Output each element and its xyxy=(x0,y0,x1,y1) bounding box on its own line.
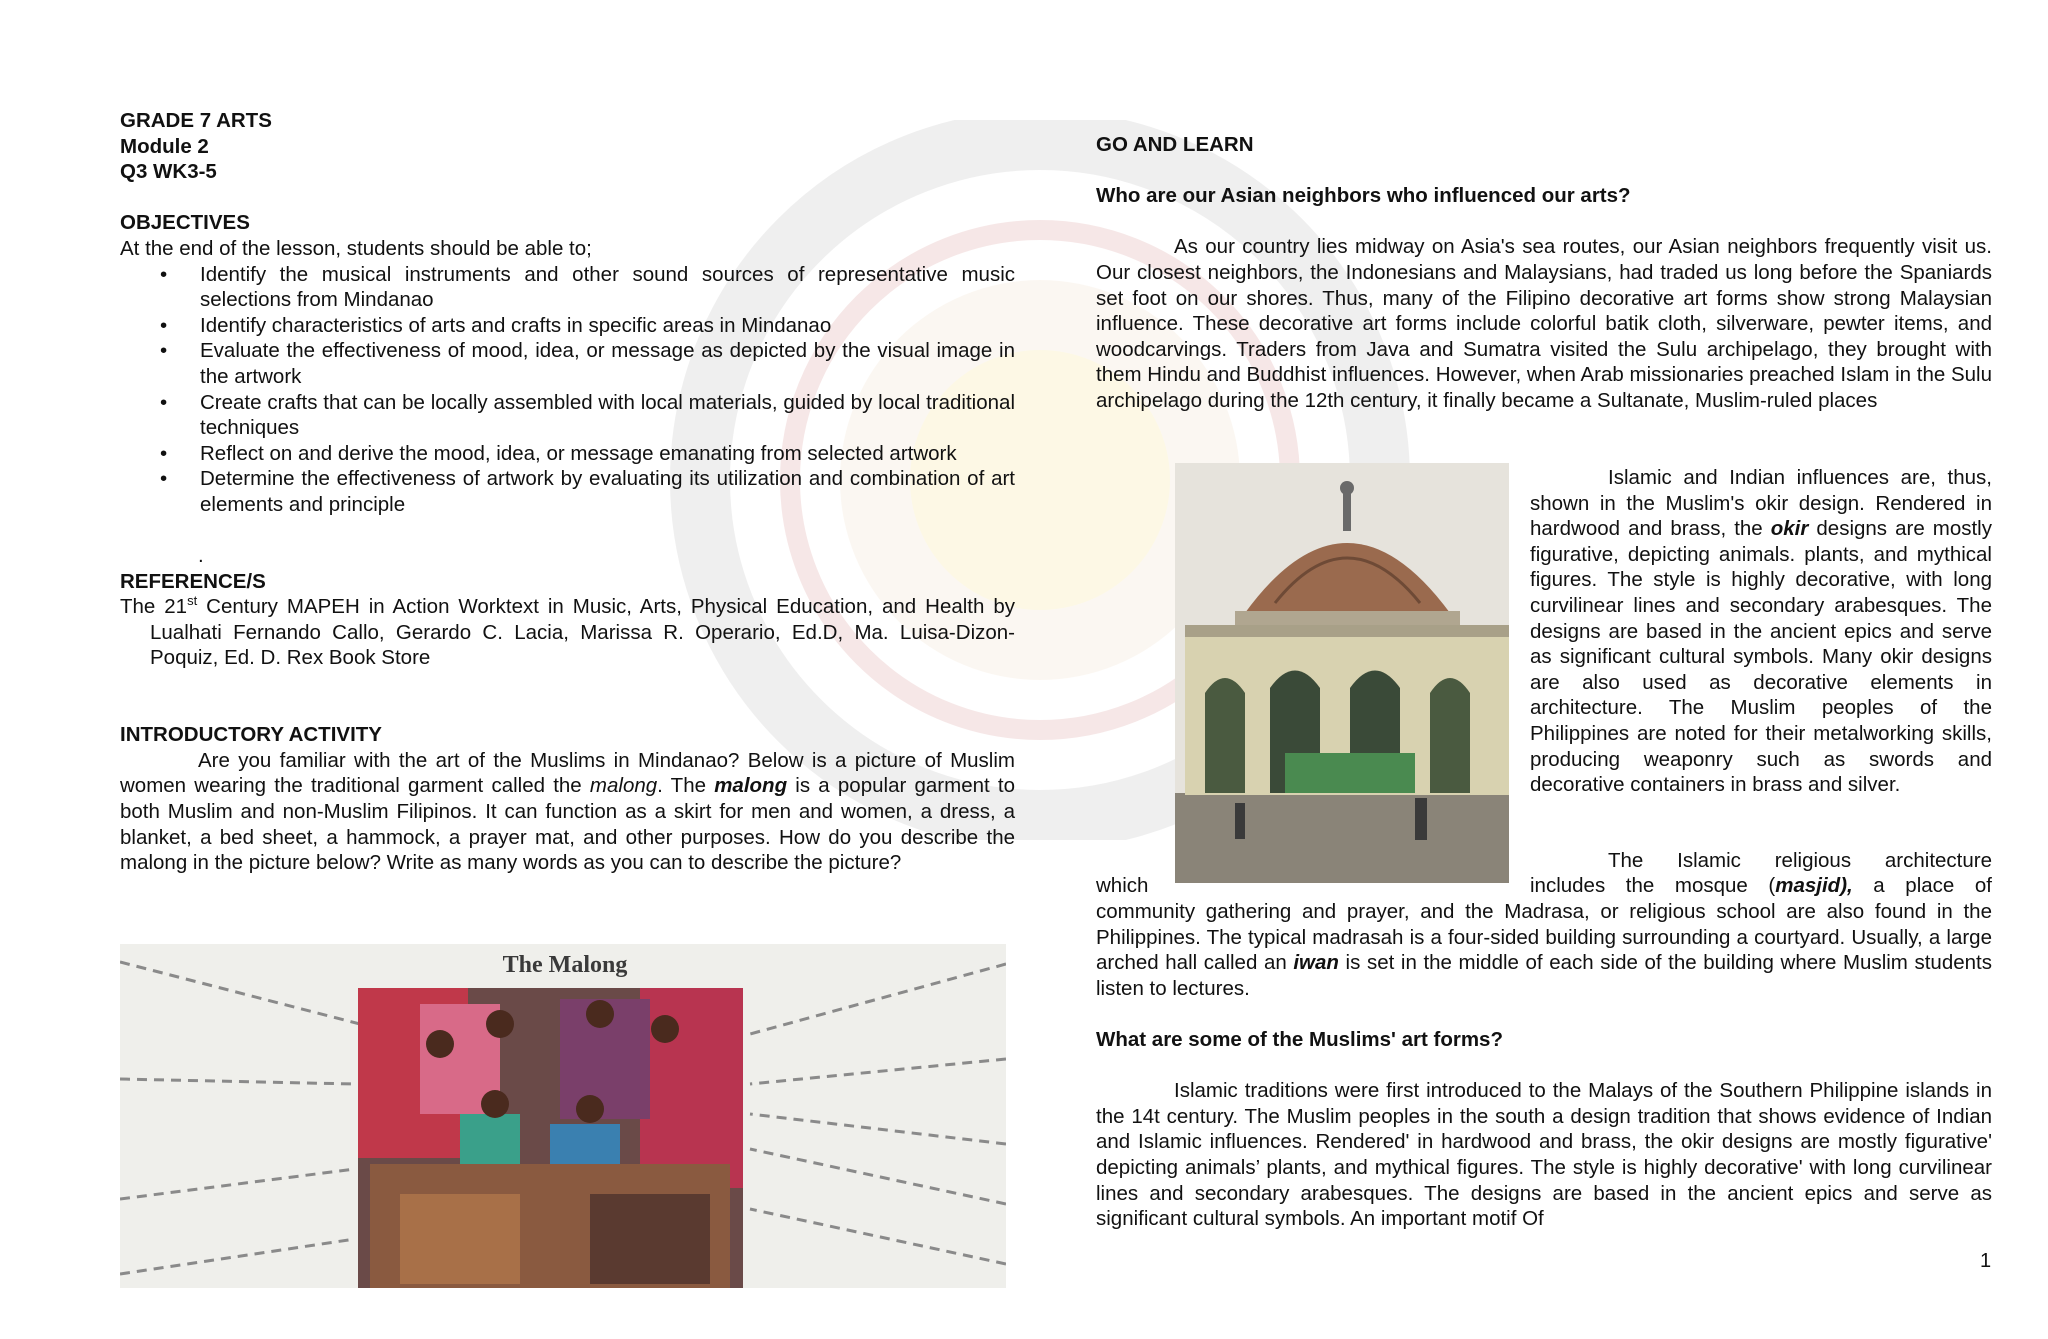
page-number: 1 xyxy=(1980,1250,1992,1272)
left-column xyxy=(120,108,1015,876)
bullet-icon: • xyxy=(160,390,168,414)
list-item: • Reflect on and derive the mood, idea, or message emanating from selected artwork xyxy=(160,441,957,465)
list-item: • Create crafts that can be locally assembled with local materials, guided by local traditional techniques xyxy=(160,390,1015,440)
question-asian-neighbors: Who are our Asian neighbors who influenced our arts? xyxy=(1096,184,1631,208)
reference-entry: The 21st Century MAPEH in Action Worktext in Music, Arts, Physical Education, and Health by Lualhati Fernando Callo, Gerardo C. Lacia, Marissa R. Operario, Ed.D, Ma. Luisa-Dizon-Poquiz, Ed. D. Rex Book Store xyxy=(120,593,1015,670)
module-heading: Module 2 xyxy=(120,134,209,158)
mosque-illustration xyxy=(1175,463,1509,883)
bullet-icon: • xyxy=(160,262,168,286)
intro-activity-heading: INTRODUCTORY ACTIVITY xyxy=(120,723,382,747)
architecture-line-2-left: which xyxy=(1096,874,1149,897)
list-item: • Identify the musical instruments and other sound sources of representative music selections from Mindanao xyxy=(160,262,1015,312)
architecture-line-1: The Islamic religious architecture xyxy=(1608,849,1992,872)
madrasa-paragraph: community gathering and prayer, and the Madrasa, or religious school are also found in the Philippines. The typical madrasah is a four-sided building surrounding a courtyard. Usually, a large arched hall called an iwan is set in the middle of each side of the building where Muslim students listen to lectures. xyxy=(1096,900,1992,1000)
bullet-icon: • xyxy=(160,339,168,363)
bullet-icon: • xyxy=(160,441,168,465)
list-item: • Identify characteristics of arts and crafts in specific areas in Mindanao xyxy=(160,313,832,337)
right-column xyxy=(1096,132,1992,414)
go-and-learn-heading: GO AND LEARN xyxy=(1096,133,1254,156)
malong-illustration xyxy=(120,944,1006,1288)
stray-period: . xyxy=(198,544,204,568)
question-art-forms: What are some of the Muslims' art forms? xyxy=(1096,1027,1503,1051)
quarter-week-heading: Q3 WK3-5 xyxy=(120,160,217,184)
intro-activity-paragraph: Are you familiar with the art of the Muslims in Mindanao? Below is a picture of Muslim women wearing the traditional garment called the malong. The malong is a popular garment to both Muslim and non-Muslim Filipinos. It can function as a skirt for men and women, a dress, a blanket, a bed sheet, a hammock, a prayer mat, and other purposes. How do you describe the malong in the picture below? Write as many words as you can to describe the picture? xyxy=(120,748,1015,875)
malong-caption: The Malong xyxy=(502,952,628,978)
objectives-intro: At the end of the lesson, students should be able to; xyxy=(120,236,592,260)
right-column-lower xyxy=(1096,899,1992,1232)
objectives-list xyxy=(120,262,1015,518)
mosque-image xyxy=(1175,463,1509,883)
okir-paragraph: Islamic and Indian influences are, thus, shown in the Muslim's okir design. Rendered in hardwood and brass, the okir designs are mostly figurative, depicting animals. plants, and mythical figures. The style is highly decorative, with long curvilinear lines and secondary arabesques. The designs are based in the ancient epics and serve as significant cultural symbols. Many okir designs are also used as decorative elements in architecture. The Muslim peoples of the Philippines are noted for their metalworking skills, producing weaponry such as swords and decorative containers in brass and silver. xyxy=(1530,466,1992,797)
bullet-icon: • xyxy=(160,313,168,337)
bullet-icon: • xyxy=(160,467,168,491)
objectives-heading: OBJECTIVES xyxy=(120,211,250,235)
grade-heading: GRADE 7 ARTS xyxy=(120,109,272,132)
list-item: • Evaluate the effectiveness of mood, idea, or message as depicted by the visual image in the artwork xyxy=(160,339,1015,388)
list-item: • Determine the effectiveness of artwork by evaluating its utilization and combination of art elements and principle xyxy=(160,467,1015,516)
art-forms-paragraph: Islamic traditions were first introduced to the Malays of the Southern Philippine islands in the 14t century. The Muslim peoples in the south a design tradition that shows evidence of Indian and Islamic influences. Rendered' in hardwood and brass, the okir designs are mostly figurative' depicting animals’ plants, and mythical figures. The style is highly decorative' with long curvilinear lines and secondary arabesques. The designs are based in the ancient epics and serve as significant cultural symbols. An important motif Of xyxy=(1096,1079,1992,1231)
asian-neighbors-paragraph: As our country lies midway on Asia's sea routes, our Asian neighbors frequently visit us. Our closest neighbors, the Indonesians and Malaysians, had traded us long before the Spaniards set foot on our shores. Thus, many of the Filipino decorative art forms show strong Malaysian influence. These decorative art forms include colorful batik cloth, silverware, pewter items, and woodcarvings. Traders from Java and Sumatra visited the Sulu archipelago, they brought with them Hindu and Buddhist influences. However, when Arab missionaries preached Islam in the Sulu archipelago during the 12th century, it finally became a Sultanate, Muslim-ruled places xyxy=(1096,235,1992,412)
references-heading: REFERENCE/S xyxy=(120,569,266,593)
malong-image xyxy=(120,944,1006,1288)
architecture-line-2-right: includes the mosque (masjid), a place of xyxy=(1530,874,1992,897)
